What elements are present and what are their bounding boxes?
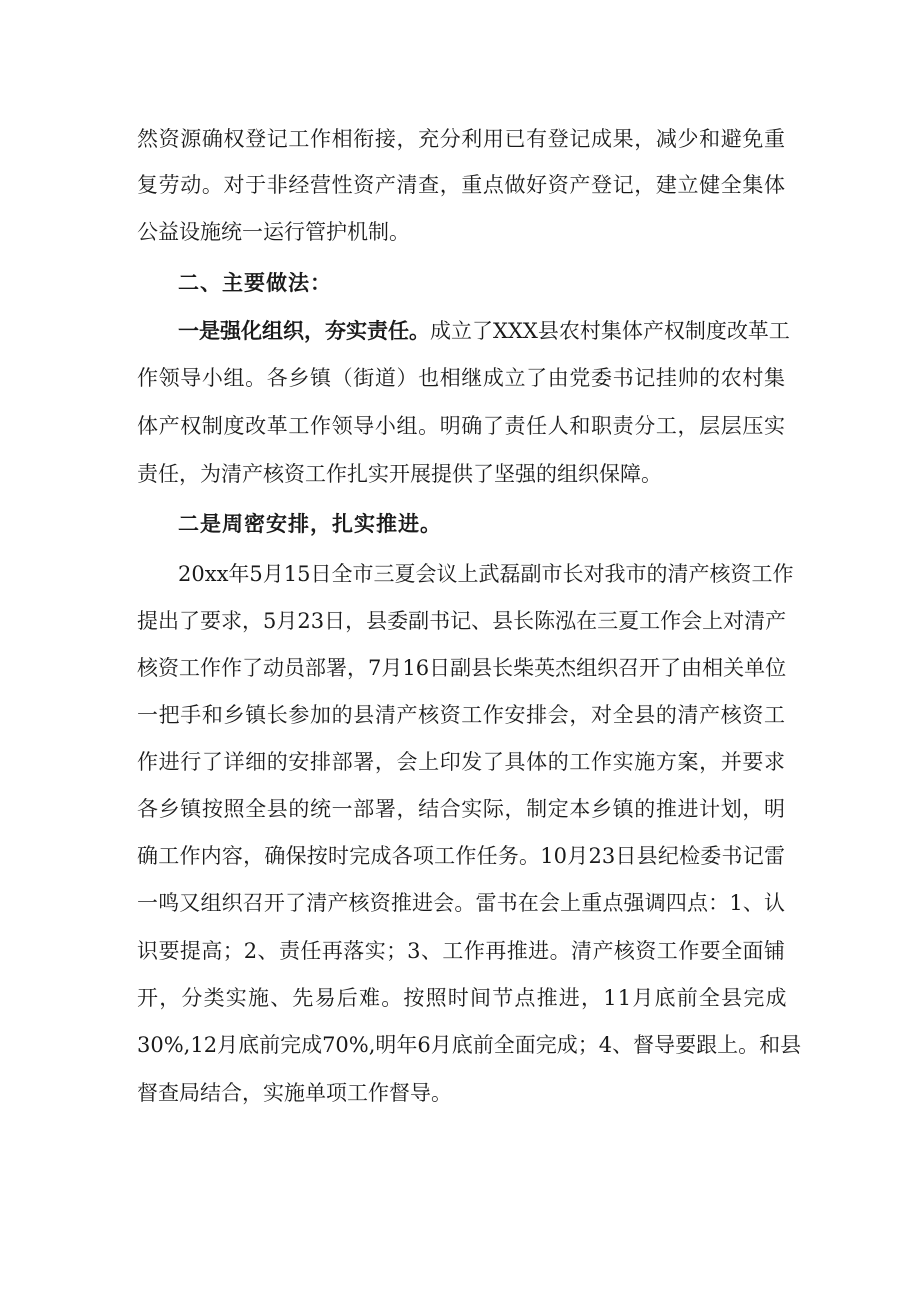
paragraph-line: 一鸣又组织召开了清产核资推进会。雷书在会上重点强调四点：1、认	[137, 891, 785, 915]
paragraph-line: 复劳动。对于非经营性资产清查，重点做好资产登记，建立健全集体	[137, 173, 785, 197]
paragraph-line: 20xx年5月15日全市三夏会议上武磊副市长对我市的清产核资工作	[178, 562, 794, 586]
bold-lead: 一是强化组织，夯实责任。	[178, 319, 430, 343]
paragraph-line: 识要提高；2、责任再落实；3、工作再推进。清产核资工作要全面铺	[137, 939, 785, 963]
paragraph-text: 成立了XXX县农村集体产权制度改革工	[430, 319, 790, 343]
paragraph-line: 作进行了详细的安排部署，会上印发了具体的工作实施方案，并要求	[137, 750, 785, 774]
paragraph-line: 一把手和乡镇长参加的县清产核资工作安排会，对全县的清产核资工	[137, 703, 785, 727]
paragraph-line: 开，分类实施、先易后难。按照时间节点推进，11月底前全县完成	[137, 986, 788, 1010]
paragraph-line: 然资源确权登记工作相衔接，充分利用已有登记成果，减少和避免重	[137, 127, 785, 151]
paragraph-line: 公益设施统一运行管护机制。	[137, 220, 410, 244]
paragraph-line	[178, 309, 790, 353]
paragraph-line: 责任，为清产核资工作扎实开展提供了坚强的组织保障。	[137, 462, 662, 486]
paragraph-line: 各乡镇按照全县的统一部署，结合实际，制定本乡镇的推进计划，明	[137, 797, 785, 821]
section-heading: 二、主要做法：	[178, 271, 332, 295]
paragraph-line: 作领导小组。各乡镇（街道）也相继成立了由党委书记挂帅的农村集	[137, 366, 785, 390]
paragraph-line: 提出了要求，5月23日，县委副书记、县长陈泓在三夏工作会上对清产	[137, 609, 787, 633]
paragraph-line: 确工作内容，确保按时完成各项工作任务。10月23日县纪检委书记雷	[137, 844, 785, 868]
paragraph-line: 体产权制度改革工作领导小组。明确了责任人和职责分工，层层压实	[137, 414, 785, 438]
paragraph-line: 30%,12月底前完成70%,明年6月底前全面完成；4、督导要跟上。和县	[137, 1033, 802, 1057]
sub-heading: 二是周密安排，扎实推进。	[178, 512, 442, 536]
paragraph-line: 核资工作作了动员部署，7月16日副县长柴英杰组织召开了由相关单位	[137, 656, 787, 680]
paragraph-line: 督查局结合，实施单项工作督导。	[137, 1081, 452, 1105]
